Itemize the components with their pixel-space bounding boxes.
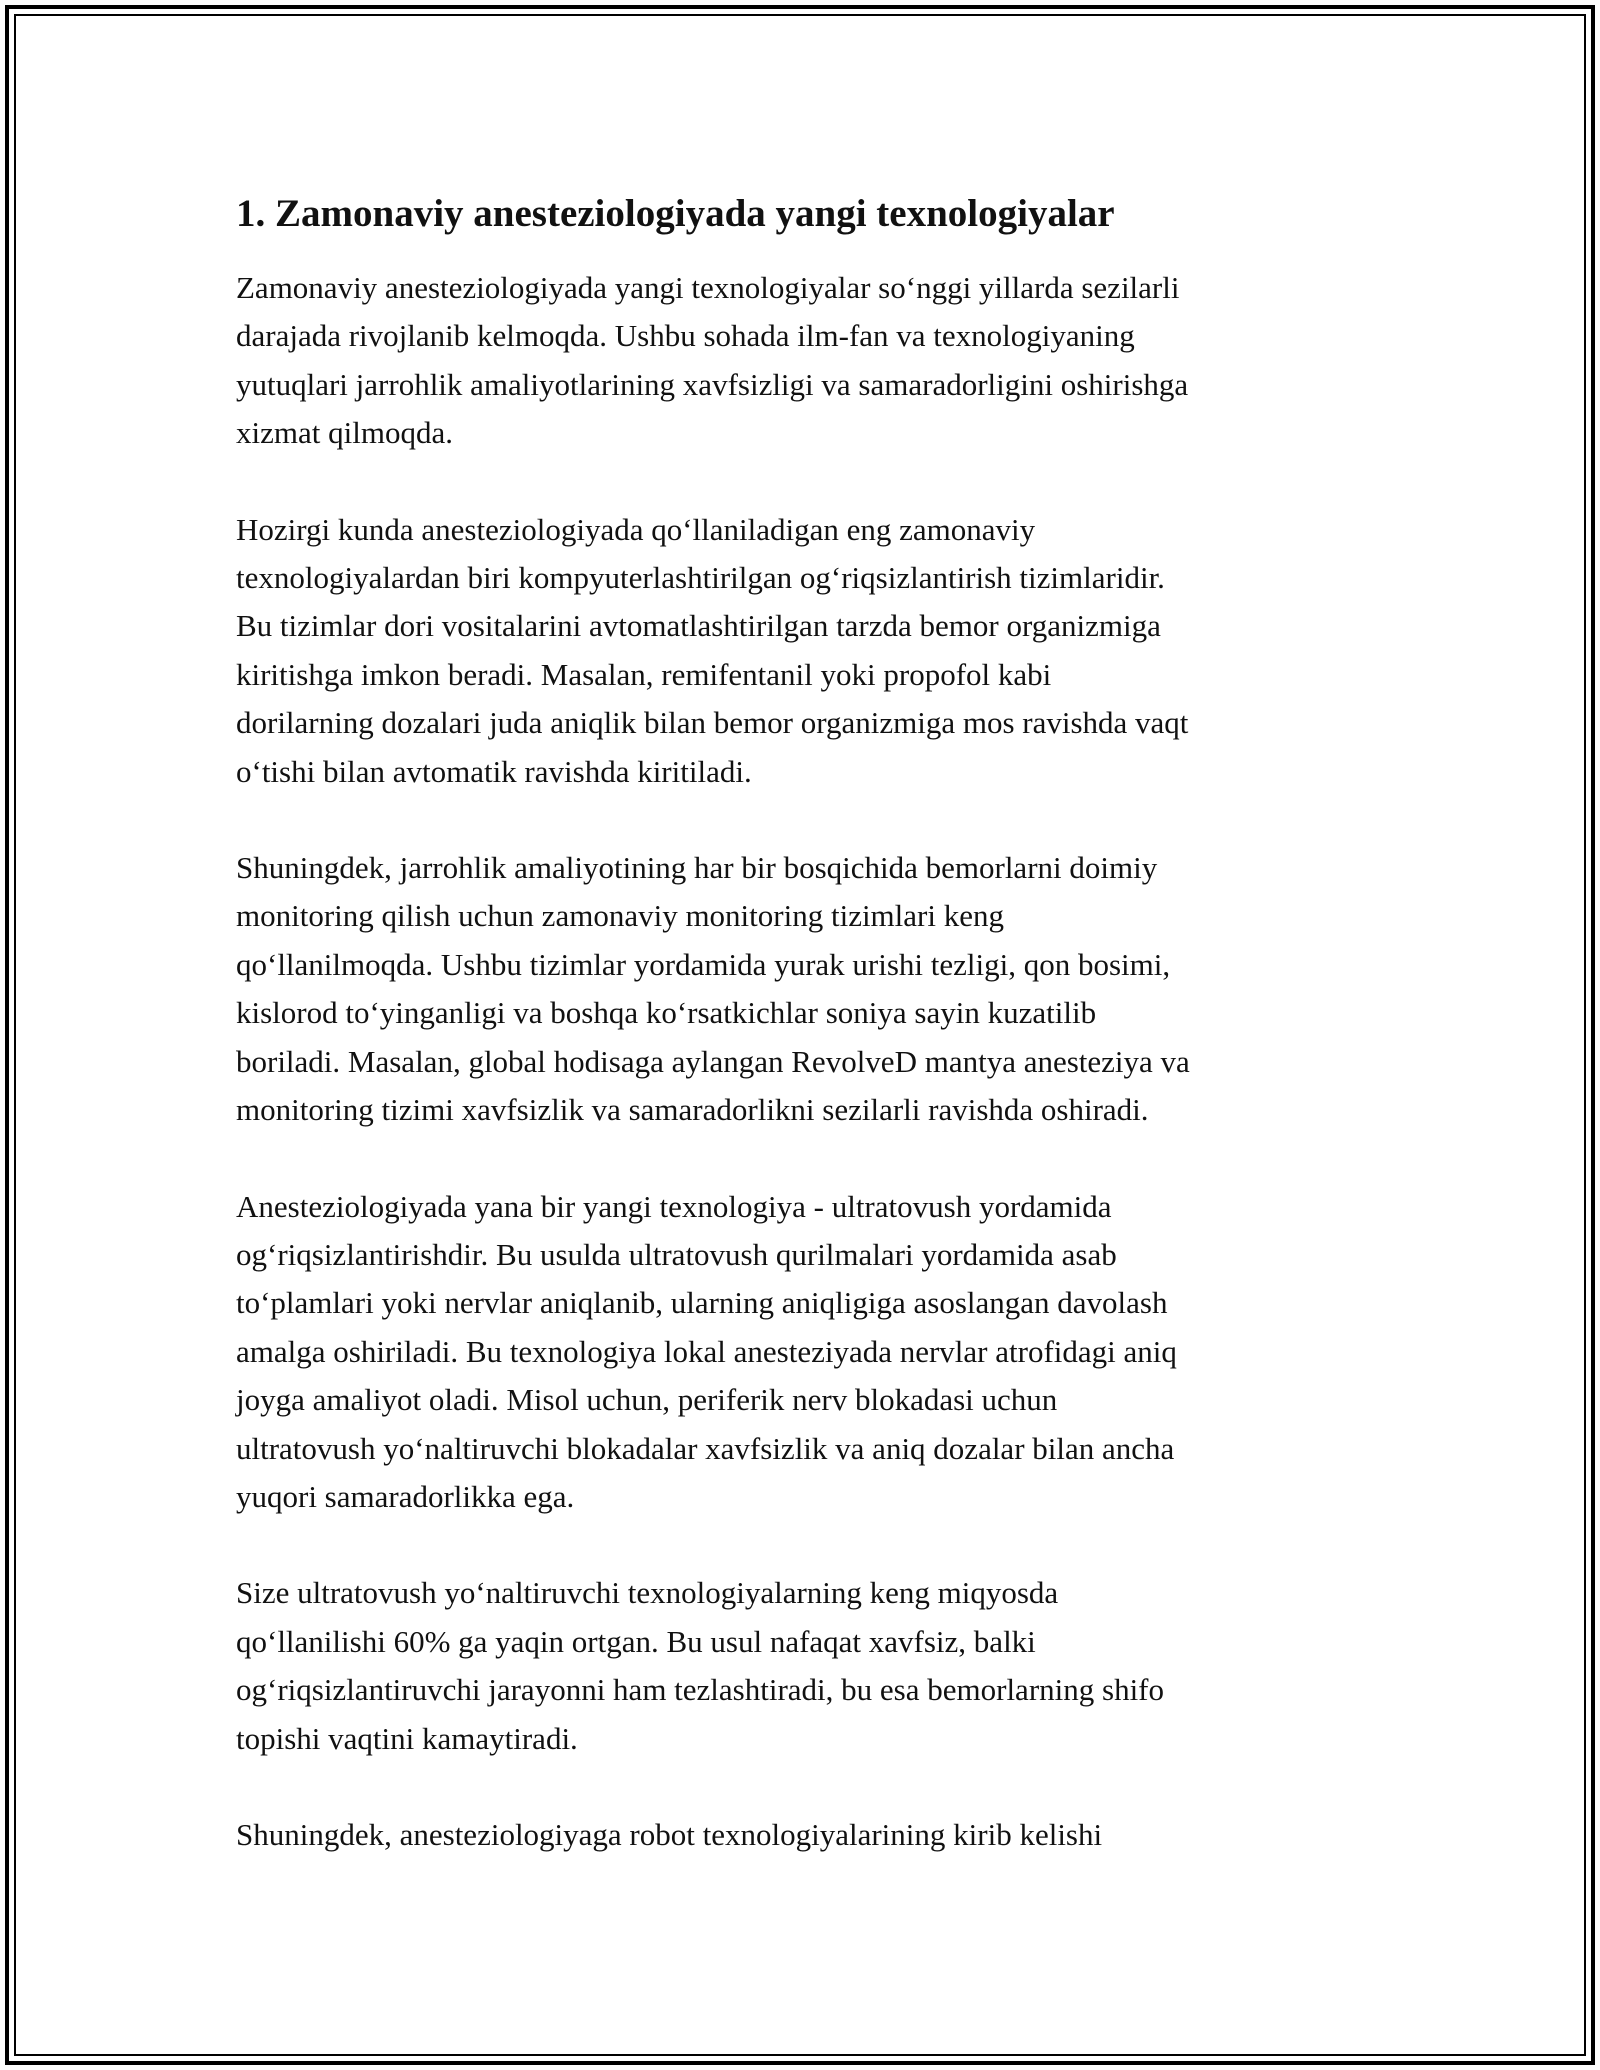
paragraph-intro	[236, 264, 1366, 458]
text-line: kiritishga imkon beradi. Masalan, remifentanil yoki propofol kabi	[236, 656, 1052, 692]
text-line: og‘riqsizlantiruvchi jarayonni ham tezlashtiradi, bu esa bemorlarning shifo	[236, 1672, 1165, 1708]
text-line: monitoring tizimi xavfsizlik va samaradorlikni sezilarli ravishda oshiradi.	[236, 1092, 1149, 1128]
text-line: joyga amaliyot oladi. Misol uchun, periferik nerv blokadasi uchun	[236, 1382, 1058, 1418]
text-line: amalga oshiriladi. Bu texnologiya lokal anesteziyada nervlar atrofidagi aniq	[236, 1333, 1177, 1369]
text-line: Zamonaviy anesteziologiyada yangi texnologiyalar so‘nggi yillarda sezilarli	[236, 270, 1180, 305]
text-line: to‘plamlari yoki nervlar aniqlanib, ularning aniqligiga asoslangan davolash	[236, 1285, 1168, 1321]
text-line: yutuqlari jarrohlik amaliyotlarining xavfsizligi va samaradorligini oshirishga	[236, 366, 1189, 402]
text-line: topishi vaqtini kamaytiradi.	[236, 1720, 578, 1756]
document-body	[236, 186, 1366, 1907]
section-heading: 1. Zamonaviy anesteziologiyada yangi texnologiyalar	[236, 192, 1115, 235]
text-line: darajada rivojlanib kelmoqda. Ushbu sohada ilm-fan va texnologiyaning	[236, 318, 1135, 354]
text-line: texnologiyalardan biri kompyuterlashtirilgan og‘riqsizlantirish tizimlaridir.	[236, 560, 1165, 596]
text-line: qo‘llanilishi 60% ga yaqin ortgan. Bu usul nafaqat xavfsiz, balki	[236, 1623, 1036, 1659]
text-line: Shuningdek, anesteziologiyaga robot texnologiyalarining kirib kelishi	[236, 1816, 1103, 1852]
paragraph-computerized-systems	[236, 506, 1366, 796]
text-line: kislorod to‘yinganligi va boshqa ko‘rsatkichlar soniya sayin kuzatilib	[236, 995, 1097, 1031]
text-line: Bu tizimlar dori vositalarini avtomatlashtirilgan tarzda bemor organizmiga	[236, 608, 1161, 644]
paragraph-ultrasound-growth	[236, 1569, 1366, 1763]
text-line: Hozirgi kunda anesteziologiyada qo‘llaniladigan eng zamonaviy	[236, 511, 1036, 547]
text-line: boriladi. Masalan, global hodisaga aylangan RevolveD mantya anesteziya va	[236, 1043, 1190, 1079]
text-line: ultratovush yo‘naltiruvchi blokadalar xavfsizlik va aniq dozalar bilan ancha	[236, 1430, 1175, 1466]
text-line: xizmat qilmoqda.	[236, 415, 453, 451]
text-line: Shuningdek, jarrohlik amaliyotining har bir bosqichida bemorlarni doimiy	[236, 850, 1158, 886]
text-line: dorilarning dozalari juda aniqlik bilan bemor organizmiga mos ravishda vaqt	[236, 705, 1189, 741]
text-line: yuqori samaradorlikka ega.	[236, 1478, 575, 1514]
paragraph-monitoring	[236, 844, 1366, 1134]
paragraph-ultrasound	[236, 1183, 1366, 1522]
text-line: og‘riqsizlantirishdir. Bu usulda ultratovush qurilmalari yordamida asab	[236, 1236, 1117, 1272]
text-line: o‘tishi bilan avtomatik ravishda kiritiladi.	[236, 753, 752, 789]
text-line: Size ultratovush yo‘naltiruvchi texnologiyalarning keng miqyosda	[236, 1575, 1059, 1611]
text-line: qo‘llanilmoqda. Ushbu tizimlar yordamida yurak urishi tezligi, qon bosimi,	[236, 946, 1171, 982]
text-line: Anesteziologiyada yana bir yangi texnologiya - ultratovush yordamida	[236, 1188, 1112, 1224]
paragraph-robotics	[236, 1811, 1366, 1859]
text-line: monitoring qilish uchun zamonaviy monitoring tizimlari keng	[236, 898, 1004, 934]
